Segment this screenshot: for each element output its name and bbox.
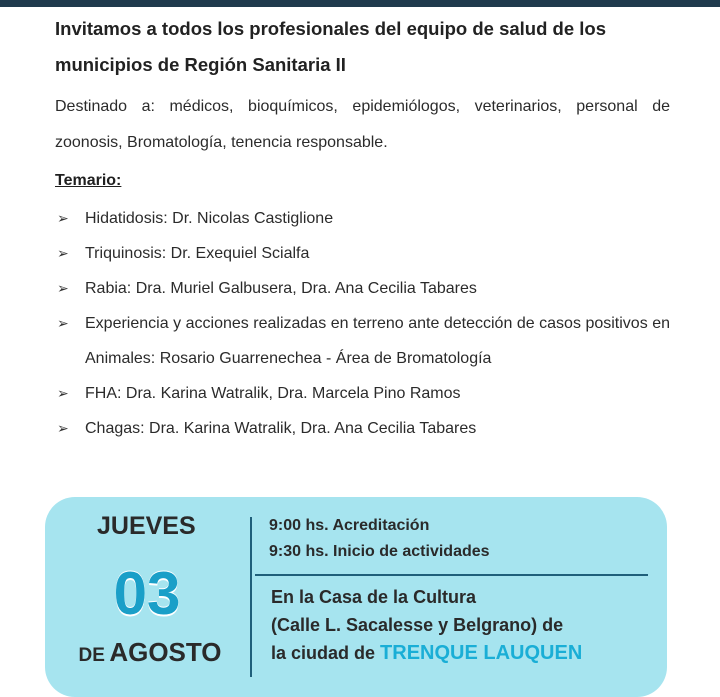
topic-text: FHA: Dra. Karina Watralik, Dra. Marcela Pino Ramos <box>85 385 461 402</box>
month-prefix: DE <box>78 645 105 666</box>
arrow-right-icon: ➢ <box>57 385 69 401</box>
top-bar <box>0 0 720 7</box>
topic-text: Hidatidosis: Dr. Nicolas Castiglione <box>85 210 334 227</box>
schedule-item-accreditation: 9:00 hs. Acreditación <box>269 517 430 534</box>
intro-line-2: municipios de Región Sanitaria II <box>55 54 346 75</box>
event-venue <box>271 583 582 667</box>
arrow-right-icon: ➢ <box>57 315 69 331</box>
intro-line-1: Invitamos a todos los profesionales del equipo de salud de los <box>55 18 606 39</box>
venue-line-2: (Calle L. Sacalesse y Belgrano) de <box>271 615 564 635</box>
event-weekday: JUEVES <box>97 512 196 540</box>
topic-text: Triquinosis: Dr. Exequiel Scialfa <box>85 245 310 262</box>
list-item <box>55 376 670 411</box>
list-item <box>55 411 670 446</box>
event-day-number: 03 <box>113 560 181 627</box>
list-item <box>55 201 670 236</box>
event-schedule <box>269 513 490 565</box>
list-item <box>55 306 670 376</box>
temario-heading: Temario: <box>55 172 122 189</box>
event-month <box>75 637 225 668</box>
arrow-right-icon: ➢ <box>57 210 69 226</box>
schedule-item-start: 9:30 hs. Inicio de actividades <box>269 543 490 560</box>
topic-list <box>55 201 670 446</box>
arrow-right-icon: ➢ <box>57 420 69 436</box>
intro-heading <box>55 11 670 83</box>
arrow-right-icon: ➢ <box>57 280 69 296</box>
venue-city: TRENQUE LAUQUEN <box>380 642 583 664</box>
topic-text: Rabia: Dra. Muriel Galbusera, Dra. Ana Cecilia Tabares <box>85 280 477 297</box>
arrow-right-icon: ➢ <box>57 245 69 261</box>
audience-text: Destinado a: médicos, bioquímicos, epidemiólogos, veterinarios, personal de zoonosis, Bromatología, tenencia responsable. <box>55 98 670 151</box>
venue-line-3 <box>271 639 582 667</box>
month-name: AGOSTO <box>109 637 222 667</box>
vertical-divider <box>250 517 252 677</box>
list-item <box>55 271 670 306</box>
event-details-box <box>45 497 667 697</box>
venue-line-1: En la Casa de la Cultura <box>271 587 477 607</box>
topic-text: Chagas: Dra. Karina Watralik, Dra. Ana Cecilia Tabares <box>85 420 477 437</box>
venue-line-3-prefix: la ciudad de <box>271 643 376 663</box>
topic-text: Experiencia y acciones realizadas en terreno ante detección de casos positivos en Animales: Rosario Guarrenechea - Área de Bromatología <box>85 315 670 367</box>
horizontal-divider <box>255 574 648 576</box>
list-item <box>55 236 670 271</box>
